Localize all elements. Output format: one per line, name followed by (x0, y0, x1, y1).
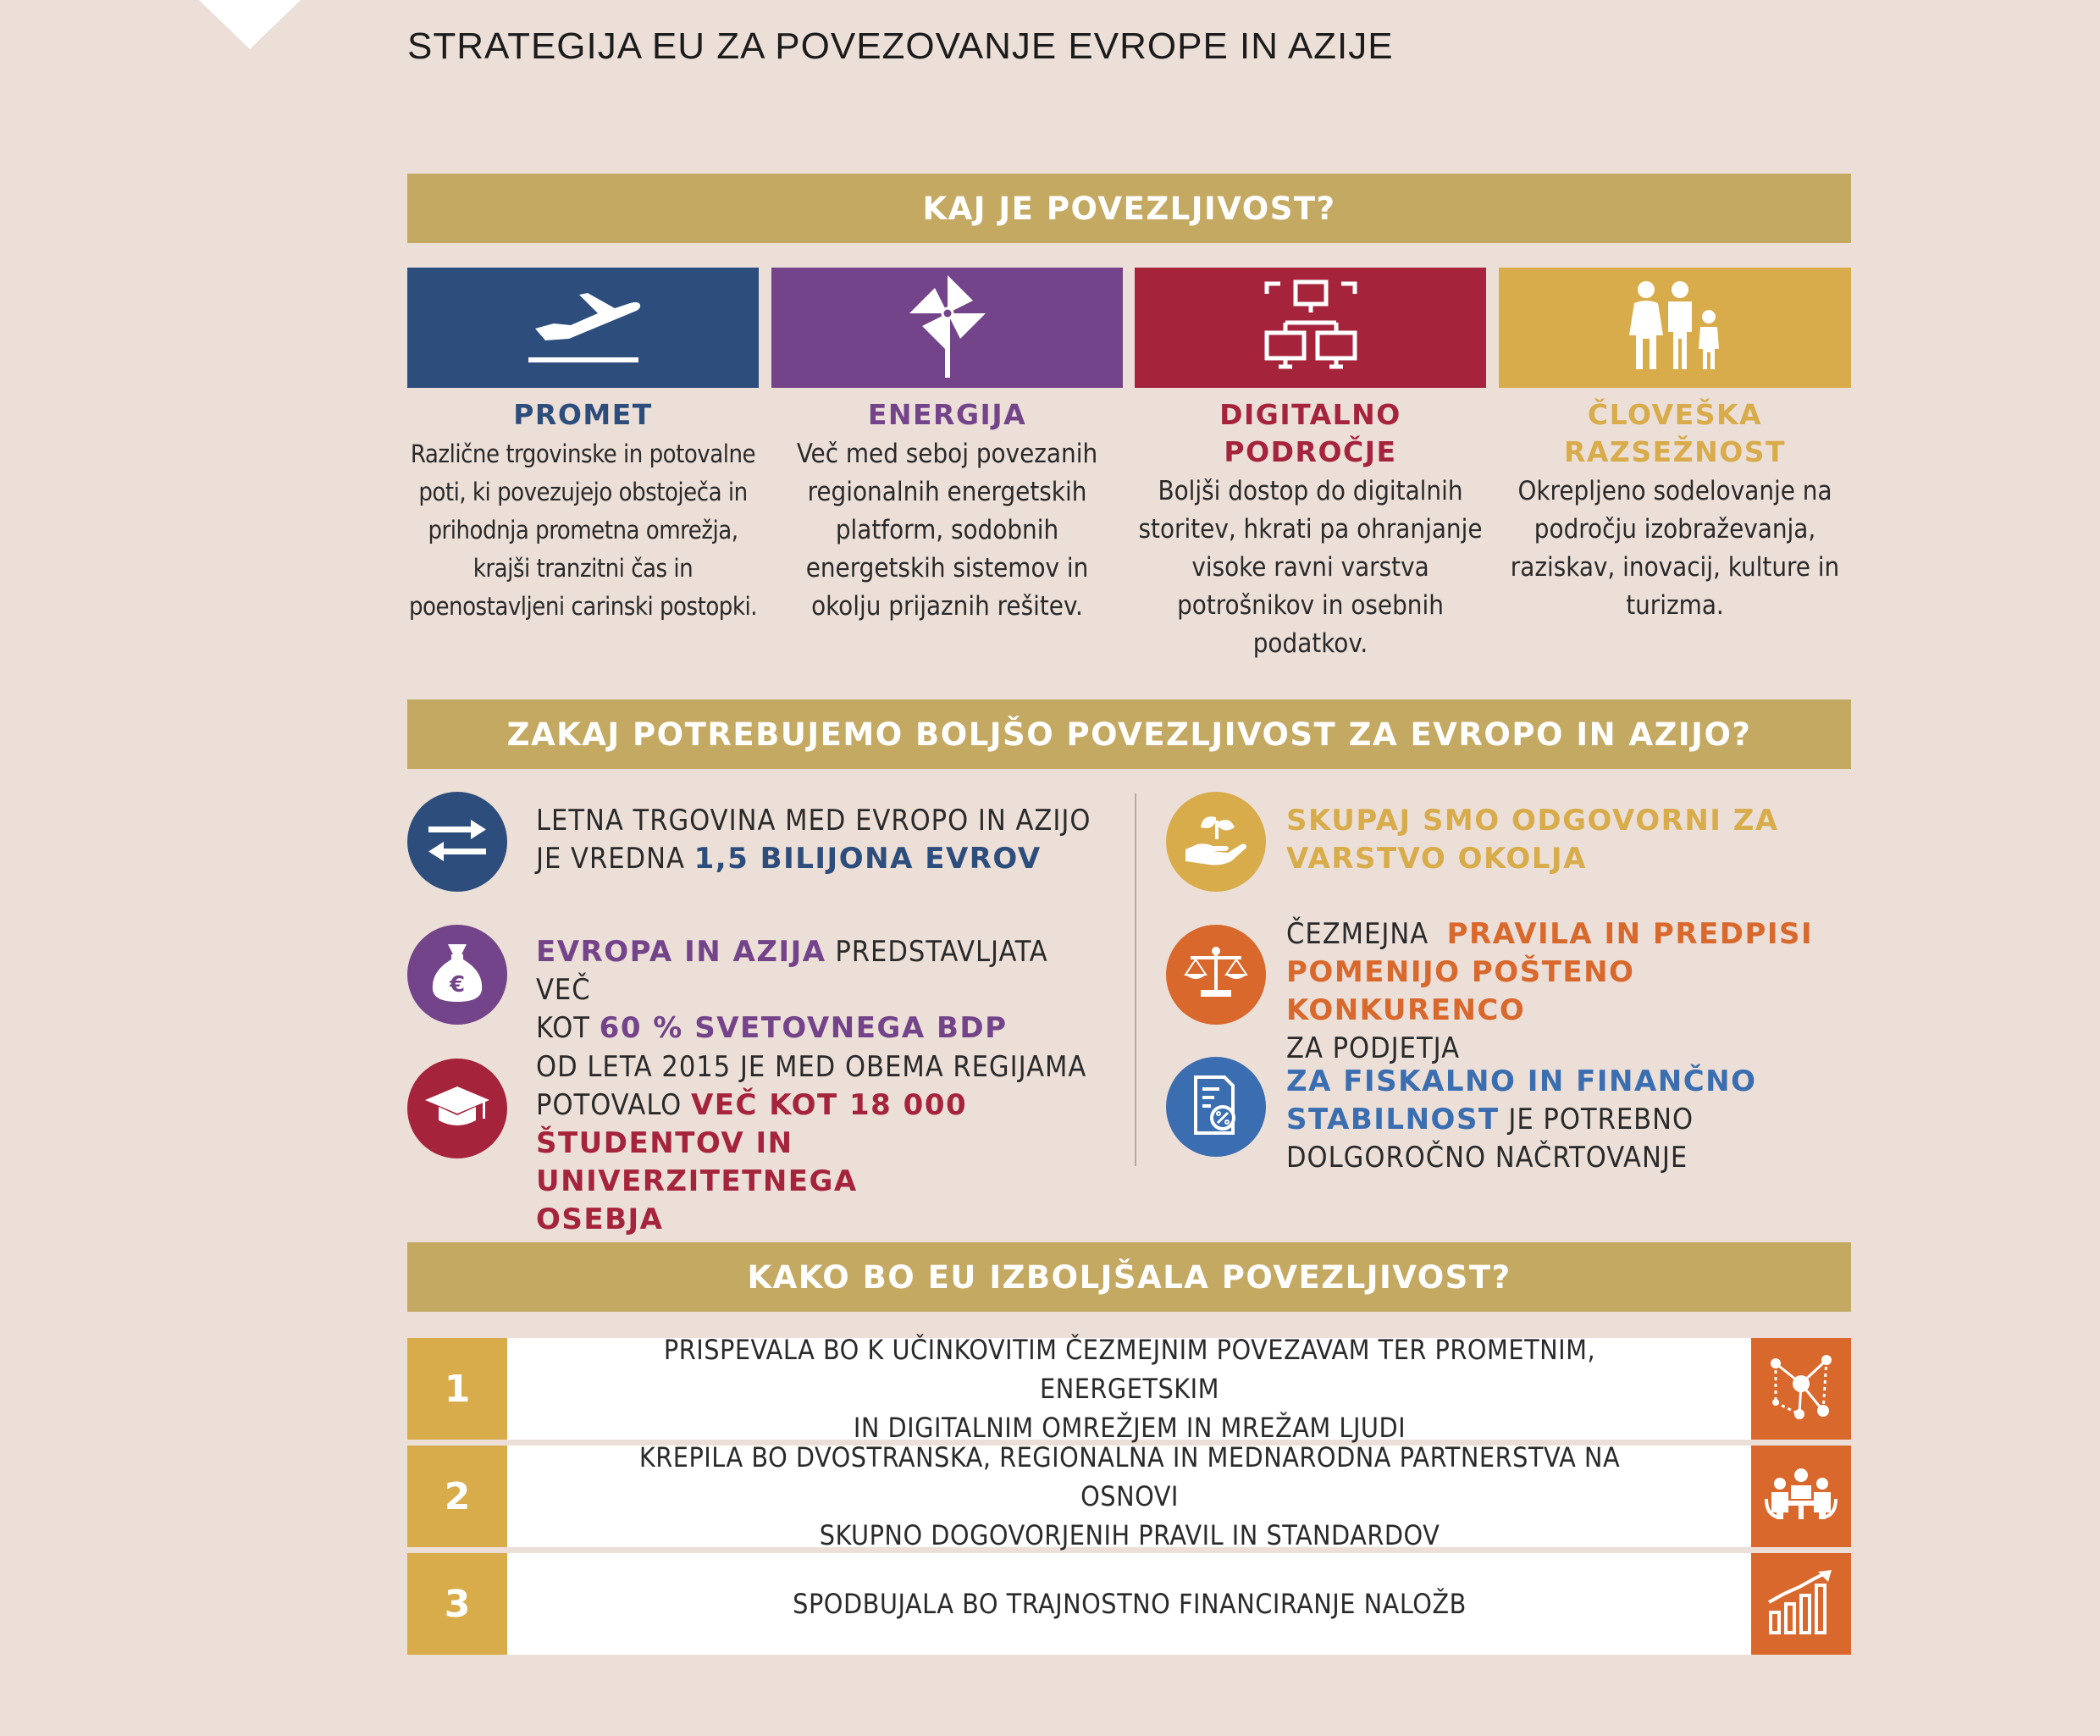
action-number: 1 (407, 1338, 507, 1440)
reason-line (536, 1009, 1112, 1048)
action-text (588, 1438, 1672, 1555)
desc-line: podatkov. (1252, 628, 1368, 659)
reason-highlight: STABILNOST (1286, 1103, 1500, 1136)
human-dimension-tile (1499, 268, 1851, 388)
corner-notch (199, 0, 301, 49)
digital-tile (1135, 268, 1486, 388)
desc-line: raziskav, inovacij, kulture in (1510, 552, 1840, 583)
reason-text: POTOVALO (536, 1088, 691, 1122)
network-nodes-icon (1766, 1352, 1837, 1426)
action-icon-box (1751, 1553, 1851, 1655)
action-row (407, 1553, 1851, 1655)
desc-line: področju izobraževanja, (1534, 514, 1816, 545)
action-line: KREPILA BO DVOSTRANSKA, REGIONALNA IN MEDNARODNA PARTNERSTVA NA OSNOVI (638, 1441, 1621, 1512)
reason-line (1286, 802, 1845, 840)
reason-highlight: VEČ KOT 18 000 (690, 1088, 968, 1122)
desc-line: poti, ki povezujejo obstoječa in (418, 478, 748, 506)
trade-circle (407, 792, 507, 892)
energy-title: ENERGIJA (867, 398, 1027, 431)
reason-text: OD LETA 2015 JE MED OBEMA REGIJAMA (536, 1050, 1087, 1084)
desc-line: prihodnja prometna omrežja, (428, 516, 738, 545)
financial-document-icon (1189, 1074, 1243, 1140)
reason-text: DOLGOROČNO NAČRTOVANJE (1286, 1141, 1688, 1175)
desc-line: potrošnikov in osebnih (1177, 590, 1444, 621)
reason-text: JE POTREBNO (1499, 1103, 1694, 1136)
reason-line (536, 1125, 1112, 1201)
transport-block (407, 396, 759, 626)
digital-block (1135, 396, 1486, 663)
title-line: RAZSEŽNOST (1563, 435, 1787, 468)
transport-tile (407, 268, 759, 388)
desc-line: krajši tranzitni čas in (472, 554, 694, 583)
meeting-table-icon (1763, 1465, 1839, 1528)
action-icon-box (1751, 1446, 1851, 1547)
reason-highlight: ZA FISKALNO IN FINANČNO (1286, 1064, 1757, 1098)
reason-highlight: OSEBJA (536, 1202, 664, 1236)
exchange-arrows-icon (423, 815, 491, 869)
reason-line (536, 840, 1112, 878)
reason-line (536, 802, 1112, 840)
students-circle (407, 1059, 507, 1158)
plant-in-hand-icon (1184, 810, 1248, 873)
reason-highlight: SKUPAJ SMO ODGOVORNI ZA (1286, 804, 1779, 838)
digital-title: DIGITALNO PODROČJE (1219, 398, 1401, 468)
action-text (588, 1330, 1672, 1447)
desc-line: storitev, hkrati pa ohranjanje (1138, 514, 1483, 545)
reason-highlight: ŠTUDENTOV IN UNIVERZITETNEGA (536, 1126, 858, 1198)
reason-stability (1286, 1063, 1845, 1177)
computer-network-icon (1260, 275, 1362, 380)
reason-highlight: EVROPA IN AZIJA (536, 935, 826, 969)
reason-line (1286, 915, 1845, 954)
desc-line: Različne trgovinske in potovalne (410, 440, 756, 468)
section-heading-why-connectivity: ZAKAJ POTREBUJEMO BOLJŠO POVEZLJIVOST ZA EVROPO IN AZIJO? (407, 699, 1851, 769)
section-heading-how-eu-improves: KAKO BO EU IZBOLJŠALA POVEZLJIVOST? (407, 1242, 1851, 1312)
desc-line: energetskih sistemov in (805, 553, 1089, 583)
action-line: SKUPNO DOGOVORJENIH PRAVIL IN STANDARDOV (819, 1519, 1440, 1551)
page-title: STRATEGIJA EU ZA POVEZOVANJE EVROPE IN AZIJE (407, 25, 1394, 67)
action-line: PRISPEVALA BO K UČINKOVITIM ČEZMEJNIM POVEZAVAM TER PROMETNIM, ENERGETSKIM (663, 1334, 1596, 1405)
reason-highlight: PRAVILA IN PREDPISI (1446, 917, 1814, 951)
reason-text: ZA PODJETJA (1286, 1031, 1461, 1065)
desc-line: poenostavljeni carinski postopki. (408, 592, 758, 621)
energy-description (771, 435, 1123, 626)
energy-tile (771, 268, 1123, 388)
reason-line (1286, 1063, 1845, 1101)
desc-line: okolju prijaznih rešitev. (811, 591, 1083, 622)
section-heading-what-is-connectivity: KAJ JE POVEZLJIVOST? (407, 174, 1851, 243)
action-line: IN DIGITALNIM OMREŽJEM IN MREŽAM LJUDI (853, 1412, 1406, 1444)
reason-highlight: VARSTVO OKOLJA (1286, 842, 1587, 876)
transport-description (407, 435, 759, 626)
reason-highlight: 60 % SVETOVNEGA BDP (599, 1011, 1008, 1045)
action-body (507, 1441, 1752, 1551)
gdp-circle (407, 925, 507, 1025)
reason-gdp (536, 933, 1112, 1048)
action-row (407, 1441, 1851, 1551)
human-dimension-block (1499, 396, 1851, 625)
action-body (507, 1553, 1752, 1655)
action-number: 2 (407, 1446, 507, 1547)
reason-line (1286, 1101, 1845, 1139)
competition-circle (1166, 925, 1266, 1025)
reason-students (536, 1048, 1112, 1239)
airplane-takeoff-icon (520, 279, 647, 376)
human-dimension-description (1499, 473, 1851, 625)
desc-line: Okrepljeno sodelovanje na (1517, 476, 1832, 506)
reason-line (536, 1201, 1112, 1239)
title-line: ČLOVEŠKA (1587, 398, 1763, 431)
reason-line (1286, 1139, 1845, 1177)
action-line: SPODBUJALA BO TRAJNOSTNO FINANCIRANJE NALOŽB (793, 1588, 1467, 1620)
desc-line: Več med seboj povezanih (796, 439, 1098, 469)
family-icon (1624, 279, 1726, 376)
balance-scale-icon (1184, 944, 1248, 1005)
reason-text: KOT (536, 1011, 600, 1045)
reason-competition (1286, 915, 1845, 1068)
growth-chart-icon (1766, 1568, 1837, 1639)
reason-line (1286, 840, 1845, 878)
reason-trade (536, 802, 1112, 878)
reason-line (536, 1048, 1112, 1086)
column-divider (1135, 793, 1136, 1166)
pinwheel-icon (901, 271, 994, 384)
action-row (407, 1334, 1851, 1444)
reason-environment (1286, 802, 1845, 878)
svg-text:€: € (449, 972, 466, 998)
reason-text: LETNA TRGOVINA MED EVROPO IN AZIJO (536, 804, 1091, 838)
energy-block (771, 396, 1123, 626)
action-body (507, 1334, 1752, 1444)
desc-line: Boljši dostop do digitalnih (1158, 476, 1463, 506)
desc-line: regionalnih energetskih (807, 477, 1087, 507)
reason-text: ČEZMEJNA (1286, 917, 1447, 951)
stability-circle (1166, 1057, 1266, 1157)
reason-line (1286, 954, 1845, 1030)
action-number: 3 (407, 1553, 507, 1655)
human-dimension-title (1499, 396, 1851, 471)
graduation-cap-icon (423, 1081, 491, 1136)
transport-title: PROMET (513, 398, 653, 431)
reason-line (536, 1086, 1112, 1125)
desc-line: platform, sodobnih (835, 515, 1059, 545)
reason-line (536, 933, 1112, 1009)
reason-text: PREDSTAVLJATA VEČ (536, 935, 1048, 1007)
digital-description (1135, 473, 1486, 663)
money-bag-euro-icon (428, 941, 487, 1009)
action-icon-box (1751, 1338, 1851, 1440)
desc-line: visoke ravni varstva (1191, 552, 1429, 583)
action-text (588, 1584, 1672, 1623)
reason-text: JE VREDNA (536, 842, 694, 876)
reason-highlight: POMENIJO POŠTENO KONKURENCO (1286, 955, 1635, 1027)
environment-circle (1166, 792, 1266, 892)
desc-line: turizma. (1626, 590, 1724, 621)
reason-highlight: 1,5 BILIJONA EVROV (694, 842, 1042, 876)
